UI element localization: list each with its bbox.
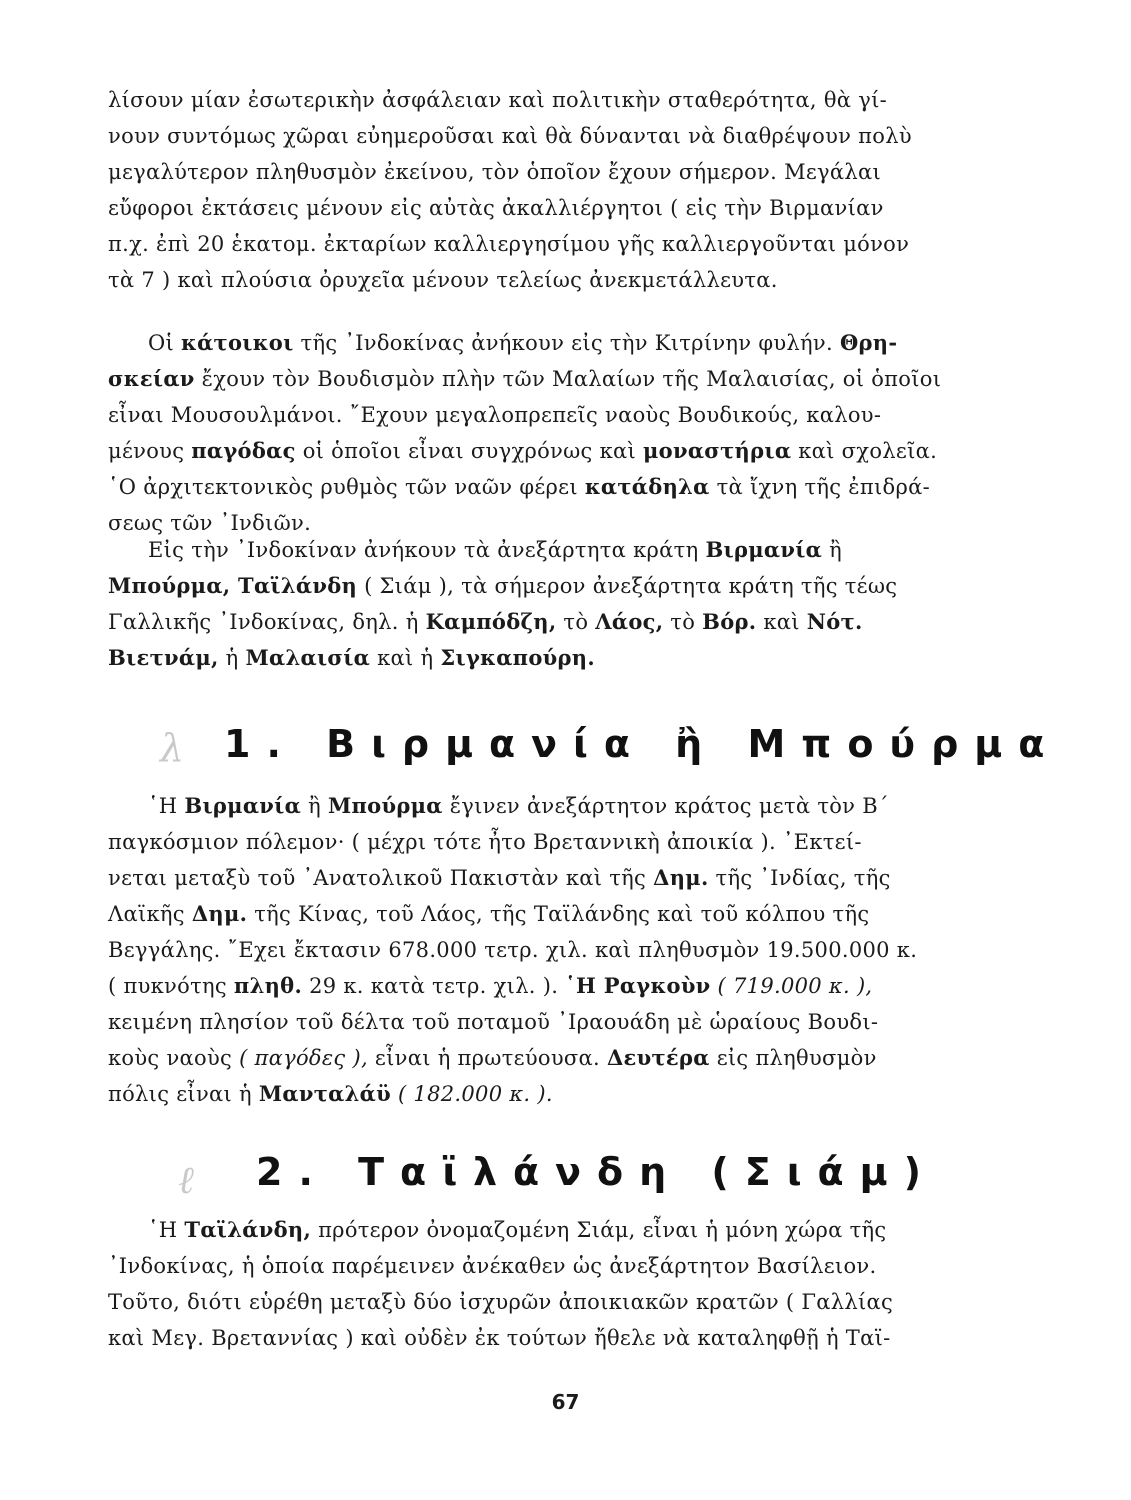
text-run: τῆς Κίνας, τοῦ Λάος, τῆς Ταϊλάνδης καὶ τοῦ κόλπου τῆς	[247, 902, 870, 926]
text-run: Οἱ	[148, 331, 182, 355]
bold-term: Θρη-	[839, 330, 898, 355]
text-line	[108, 433, 958, 469]
text-run: ἢ	[301, 794, 328, 818]
text-line: Βεγγάλης. ῎Εχει ἔκτασιν 678.000 τετρ. χιλ. καὶ πληθυσμὸν 19.500.000 κ.	[108, 938, 918, 962]
bold-term: Μαλαισία	[245, 645, 371, 670]
section-heading-thailand: 2. Ταϊλάνδη (Σιάμ)	[256, 1150, 937, 1194]
bold-term: ῾Η Ραγκοὺν	[565, 973, 711, 998]
text-run: καὶ σχολεῖα.	[791, 439, 938, 463]
bold-term: Δευτέρα	[606, 1045, 710, 1070]
bold-term: Λάος,	[595, 609, 664, 634]
text-line	[108, 640, 958, 676]
text-run: πρότερον ὀνομαζομένη Σιάμ, εἶναι ἡ μόνη χώρα τῆς	[311, 1218, 887, 1242]
bold-term: Μπούρμα	[327, 793, 443, 818]
text-run: τὰ ἴχνη τῆς ἐπιδρά-	[709, 475, 930, 499]
bold-term: σκείαν	[108, 366, 195, 391]
text-line: εὔφοροι ἐκτάσεις μένουν εἰς αὐτὰς ἀκαλλιέργητοι ( εἰς τὴν Βιρμανίαν	[108, 196, 884, 220]
paragraph-states	[108, 532, 958, 676]
text-run: μένους	[108, 439, 192, 463]
text-run: Γαλλικῆς ᾽Ινδοκίνας, δηλ. ἡ	[108, 610, 426, 634]
text-run: ῾Η	[148, 1218, 185, 1242]
paragraph-burma	[108, 788, 958, 1112]
bold-term: Μανταλάϋ	[258, 1081, 391, 1106]
bold-term: Δημ.	[653, 865, 709, 890]
bold-term: μοναστήρια	[643, 438, 792, 463]
text-line	[108, 532, 958, 568]
paragraph-intro	[108, 82, 958, 298]
text-line: τὰ 7 ) καὶ πλούσια ὀρυχεῖα μένουν τελείως ἀνεκμετάλλευτα.	[108, 268, 778, 292]
text-line: μεγαλύτερον πληθυσμὸν ἐκείνου, τὸν ὁποῖον ἔχουν σήμερον. Μεγάλαι	[108, 160, 882, 184]
bold-term: Νότ.	[806, 609, 863, 634]
text-line: νουν συντόμως χῶραι εὐημεροῦσαι καὶ θὰ δύνανται νὰ διαθρέψουν πολὺ	[108, 124, 912, 148]
text-run: Εἰς τὴν ᾽Ινδοκίναν ἀνήκουν τὰ ἀνεξάρτητα κράτη	[148, 538, 706, 562]
bold-term: Βόρ.	[702, 609, 757, 634]
text-line: Τοῦτο, διότι εὑρέθη μεταξὺ δύο ἰσχυρῶν ἀποικιακῶν κρατῶν ( Γαλλίας	[108, 1290, 894, 1314]
text-line	[108, 1212, 958, 1248]
pencil-mark: ℓ	[178, 1158, 194, 1202]
bold-term: Βιετνάμ,	[108, 645, 219, 670]
text-run: ῾Ο ἀρχιτεκτονικὸς ρυθμὸς τῶν ναῶν φέρει	[108, 475, 585, 499]
text-run: ἡ	[218, 646, 246, 670]
pencil-mark: λ	[160, 726, 185, 770]
text-run: ῾Η	[148, 794, 185, 818]
text-run: ( Σιάμ ), τὰ σήμερον ἀνεξάρτητα κράτη τῆς τέως	[357, 574, 898, 598]
text-run: 29 κ. κατὰ τετρ. χιλ. ).	[302, 974, 566, 998]
bold-term: κάτοικοι	[181, 330, 294, 355]
text-run: κοὺς ναοὺς	[108, 1046, 240, 1070]
bold-term: Βιρμανία	[184, 793, 302, 818]
text-line: κειμένη πλησίον τοῦ δέλτα τοῦ ποταμοῦ ᾽Ιραουάδη μὲ ὡραίους Βουδι-	[108, 1010, 879, 1034]
text-run: ἢ	[822, 538, 842, 562]
text-run: οἱ ὁποῖοι εἶναι συγχρόνως καὶ	[295, 439, 643, 463]
text-run: τῆς ᾽Ινδίας, τῆς	[708, 866, 891, 890]
italic-figure: ( 719.000 κ. ),	[710, 974, 873, 998]
text-line	[108, 604, 958, 640]
text-run: τὸ	[556, 610, 596, 634]
text-run: νεται μεταξὺ τοῦ ᾽Ανατολικοῦ Πακιστὰν καὶ τῆς	[108, 866, 654, 890]
text-line	[108, 1040, 958, 1076]
italic-term: ( παγόδες ),	[239, 1046, 368, 1070]
italic-figure: ( 182.000 κ. ).	[390, 1082, 553, 1106]
text-line	[108, 469, 958, 505]
bold-term: πληθ.	[233, 973, 303, 998]
text-line	[108, 860, 958, 896]
text-line: λίσουν μίαν ἐσωτερικὴν ἀσφάλειαν καὶ πολιτικὴν σταθερότητα, θὰ γί-	[108, 88, 888, 112]
text-run: πόλις εἶναι ἡ	[108, 1082, 259, 1106]
text-line: σεως τῶν ᾽Ινδιῶν.	[108, 511, 312, 535]
bold-term: Μπούρμα, Ταϊλάνδη	[108, 573, 358, 598]
page-number: 67	[551, 1390, 580, 1414]
text-line	[108, 568, 958, 604]
text-line: καὶ Μεγ. Βρεταννίας ) καὶ οὐδὲν ἐκ τούτων ἤθελε νὰ καταληφθῇ ἡ Ταϊ-	[108, 1326, 891, 1350]
bold-term: Σιγκαπούρη.	[440, 645, 595, 670]
text-run: Λαϊκῆς	[108, 902, 192, 926]
text-line: παγκόσμιον πόλεμον· ( μέχρι τότε ἦτο Βρεταννικὴ ἀποικία ). ᾽Εκτεί-	[108, 830, 862, 854]
section-heading-burma: 1. Βιρμανία ἢ Μπούρμα	[224, 722, 1061, 766]
bold-term: Καμπόδζη,	[425, 609, 557, 634]
text-line	[108, 968, 958, 1004]
text-line	[108, 788, 958, 824]
text-line: ᾽Ινδοκίνας, ἡ ὁποία παρέμεινεν ἀνέκαθεν ὡς ἀνεξάρτητον Βασίλειον.	[108, 1254, 877, 1278]
text-run: εἰς πληθυσμὸν	[709, 1046, 877, 1070]
text-run: καὶ ἡ	[370, 646, 441, 670]
bold-term: παγόδας	[191, 438, 296, 463]
paragraph-inhabitants	[108, 325, 958, 541]
text-run: τῆς ᾽Ινδοκίνας ἀνήκουν εἰς τὴν Κιτρίνην φυλήν.	[293, 331, 840, 355]
text-run: τὸ	[663, 610, 703, 634]
text-run: εἶναι ἡ πρωτεύουσα.	[367, 1046, 607, 1070]
text-run: ( πυκνότης	[108, 974, 234, 998]
text-line	[108, 325, 958, 361]
text-line: π.χ. ἐπὶ 20 ἑκατομ. ἐκταρίων καλλιεργησίμου γῆς καλλιεργοῦνται μόνον	[108, 232, 910, 256]
text-line	[108, 896, 958, 932]
bold-term: Δημ.	[191, 901, 248, 926]
text-run: καὶ	[756, 610, 807, 634]
text-line	[108, 361, 958, 397]
bold-term: κατάδηλα	[584, 474, 710, 499]
text-run: ἔχουν τὸν Βουδισμὸν πλὴν τῶν Μαλαίων τῆς Μαλαισίας, οἱ ὁποῖοι	[194, 367, 942, 391]
text-line: εἶναι Μουσουλμάνοι. ῎Εχουν μεγαλοπρεπεῖς ναοὺς Βουδικούς, καλου-	[108, 403, 882, 427]
paragraph-thailand	[108, 1212, 958, 1356]
bold-term: Ταϊλάνδη,	[184, 1217, 312, 1242]
text-run: ἔγινεν ἀνεξάρτητον κράτος μετὰ τὸν Β΄	[442, 794, 889, 818]
bold-term: Βιρμανία	[705, 537, 823, 562]
text-line	[108, 1076, 958, 1112]
